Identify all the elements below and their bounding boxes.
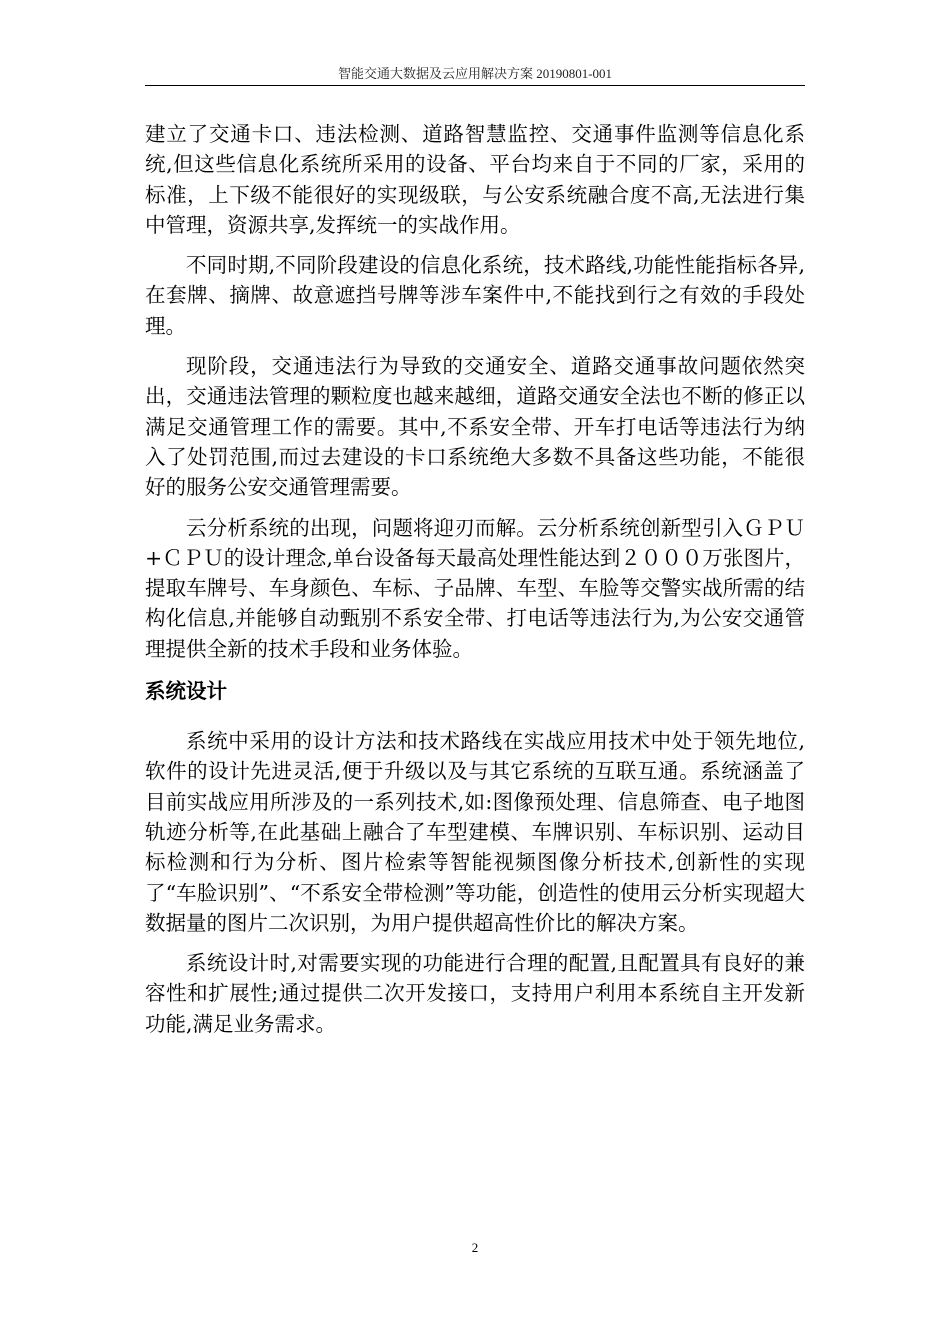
page-number: 2: [471, 1240, 479, 1255]
paragraph-2: 不同时期,不同阶段建设的信息化系统，技术路线,功能性能指标各异,在套牌、摘牌、故意遮挡号牌等涉车案件中,不能找到行之有效的手段处理。: [145, 253, 805, 338]
section-heading-system-design: 系统设计: [145, 679, 227, 704]
paragraph-6: 系统设计时,对需要实现的功能进行合理的配置,且配置具有良好的兼容性和扩展性;通过提供二次开发接口，支持用户利用本系统自主开发新功能,满足业务需求。: [145, 951, 805, 1036]
paragraph-1: 建立了交通卡口、违法检测、道路智慧监控、交通事件监测等信息化系统,但这些信息化系统所采用的设备、平台均来自于不同的厂家，采用的标准，上下级不能很好的实现级联，与公安系统融合度不高,无法进行集中管理，资源共享,发挥统一的实战作用。: [145, 122, 805, 237]
paragraph-5: 系统中采用的设计方法和技术路线在实战应用技术中处于领先地位,软件的设计先进灵活,便于升级以及与其它系统的互联互通。系统涵盖了目前实战应用所涉及的一系列技术,如:图像预处理、信息筛查、电子地图轨迹分析等,在此基础上融合了车型建模、车牌识别、车标识别、运动目标检测和行为分析、图片检索等智能视频图像分析技术,创新性的实现了“车脸识别”、“不系安全带检测”等功能，创造性的使用云分析实现超大数据量的图片二次识别，为用户提供超高性价比的解决方案。: [145, 729, 805, 935]
header-rule: [145, 85, 805, 86]
paragraph-3: 现阶段，交通违法行为导致的交通安全、道路交通事故问题依然突出，交通违法管理的颗粒度也越来越细，道路交通安全法也不断的修正以满足交通管理工作的需要。其中,不系安全带、开车打电话等违法行为纳入了处罚范围,而过去建设的卡口系统绝大多数不具备这些功能，不能很好的服务公安交通管理需要。: [145, 354, 805, 500]
paragraph-4: 云分析系统的出现，问题将迎刃而解。云分析系统创新型引入ＧＰＵ+ＣＰＵ的设计理念,单台设备每天最高处理性能达到２０００万张图片，提取车牌号、车身颜色、车标、子品牌、车型、车脸等交警实战所需的结构化信息,并能够自动甄别不系安全带、打电话等违法行为,为公安交通管理提供全新的技术手段和业务体验。: [145, 515, 805, 661]
page-header: 智能交通大数据及云应用解决方案 20190801-001: [337, 66, 613, 81]
document-body: [145, 119, 805, 1039]
